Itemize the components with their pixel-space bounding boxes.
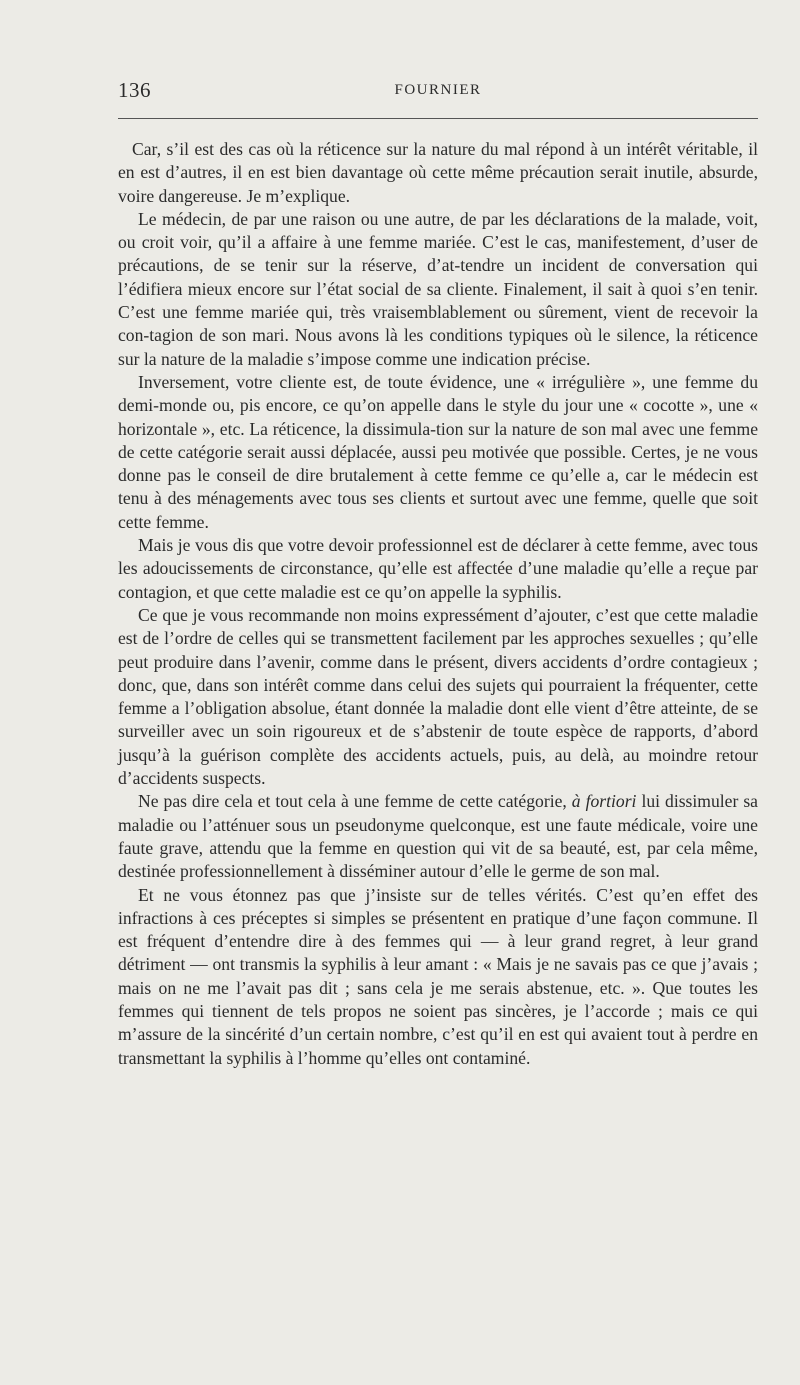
header-rule — [118, 118, 758, 119]
paragraph-1: Car, s’il est des cas où la réticence sur la nature du mal répond à un intérêt véritable, il en est d’autres, il en est bien davantage où cette même précaution serait inutile, absurde, voire dangereuse. Je m’explique. — [118, 139, 758, 206]
paragraph-5: Ce que je vous recommande non moins expressément d’ajouter, c’est que cette maladie est de l’ordre de celles qui se transmettent facilement par les approches sexuelles ; qu’elle peut produire dans l’avenir, comme dans le présent, divers accidents d’ordre contagieux ; donc, que, dans son intérêt comme dans celui des sujets qui pourraient la fréquenter, cette femme a l’obligation absolue, étant donnée la maladie dont elle vient d’être atteinte, de se surveiller avec un soin rigoureux et de s’abstenir de toute espèce de rapports, d’abord jusqu’à la guérison complète des accidents actuels, puis, au delà, au moindre retour d’accidents suspects. — [118, 604, 758, 789]
running-head: FOURNIER — [394, 82, 482, 98]
paragraph-7: Et ne vous étonnez pas que j’insiste sur de telles vérités. C’est qu’en effet des infractions à ces préceptes si simples se présentent en pratique d’une façon commune. Il est fréquent d’entendre dire à des femmes qui — à leur grand regret, à leur grand détriment — ont transmis la syphilis à leur amant : « Mais je ne savais pas ce que j’avais ; mais on ne me l’avait pas dit ; sans cela je me serais abstenue, etc. ». Que toutes les femmes qui tiennent de tels propos ne soient pas sincères, je l’accorde ; mais ce qui m’assure de la sincérité d’un certain nombre, c’est qu’il en est qui avaient tout à perdre en transmettant la syphilis à l’homme qu’elles ont contaminé. — [118, 884, 758, 1068]
paragraph-2: Le médecin, de par une raison ou une autre, de par les déclarations de la malade, voit, ou croit voir, qu’il a affaire à une femme mariée. C’est le cas, manifestement, d’user de précautions, de se tenir sur la réserve, d’at-tendre un incident de conversation qui l’édifiera mieux encore sur l’état social de sa cliente. Finalement, il sait à quoi s’en tenir. C’est une femme mariée qui, très vraisemblablement ou sûrement, vient de recevoir la con-tagion de son mari. Nous avons là les conditions typiques où le silence, la réticence sur la nature de la maladie s’impose comme une indication précise. — [118, 208, 758, 369]
page-number: 136 — [118, 78, 151, 102]
body-text — [118, 138, 758, 1070]
paragraph-6: Ne pas dire cela et tout cela à une femme de cette catégorie, à fortiori lui dissimuler sa maladie ou l’atténuer sous un pseudonyme quelconque, est une faute médicale, voire une faute grave, attendu que la femme en question qui vit de sa beauté, est, par cela même, destinée professionnellement à disséminer autour d’elle le germe de son mal. — [118, 791, 758, 882]
page-header — [118, 78, 758, 108]
paragraph-4: Mais je vous dis que votre devoir professionnel est de déclarer à cette femme, avec tous les adoucissements de circonstance, qu’elle est affectée d’une maladie qu’elle a reçue par contagion, et que cette maladie est ce qu’on appelle la syphilis. — [118, 535, 758, 602]
paragraph-3: Inversement, votre cliente est, de toute évidence, une « irrégulière », une femme du demi-monde ou, pis encore, ce qu’on appelle dans le style du jour une « cocotte », une « horizontale », etc. La réticence, la dissimula-tion sur la nature de son mal avec une femme de cette catégorie serait aussi déplacée, aussi peu motivée que possible. Certes, je ne vous donne pas le conseil de dire brutalement à cette femme ce qu’elle a, car le médecin est tenu à des ménagements avec tous ses clients et surtout avec une femme, quelle que soit cette femme. — [118, 371, 758, 532]
latin-phrase: à fortiori — [571, 791, 637, 812]
